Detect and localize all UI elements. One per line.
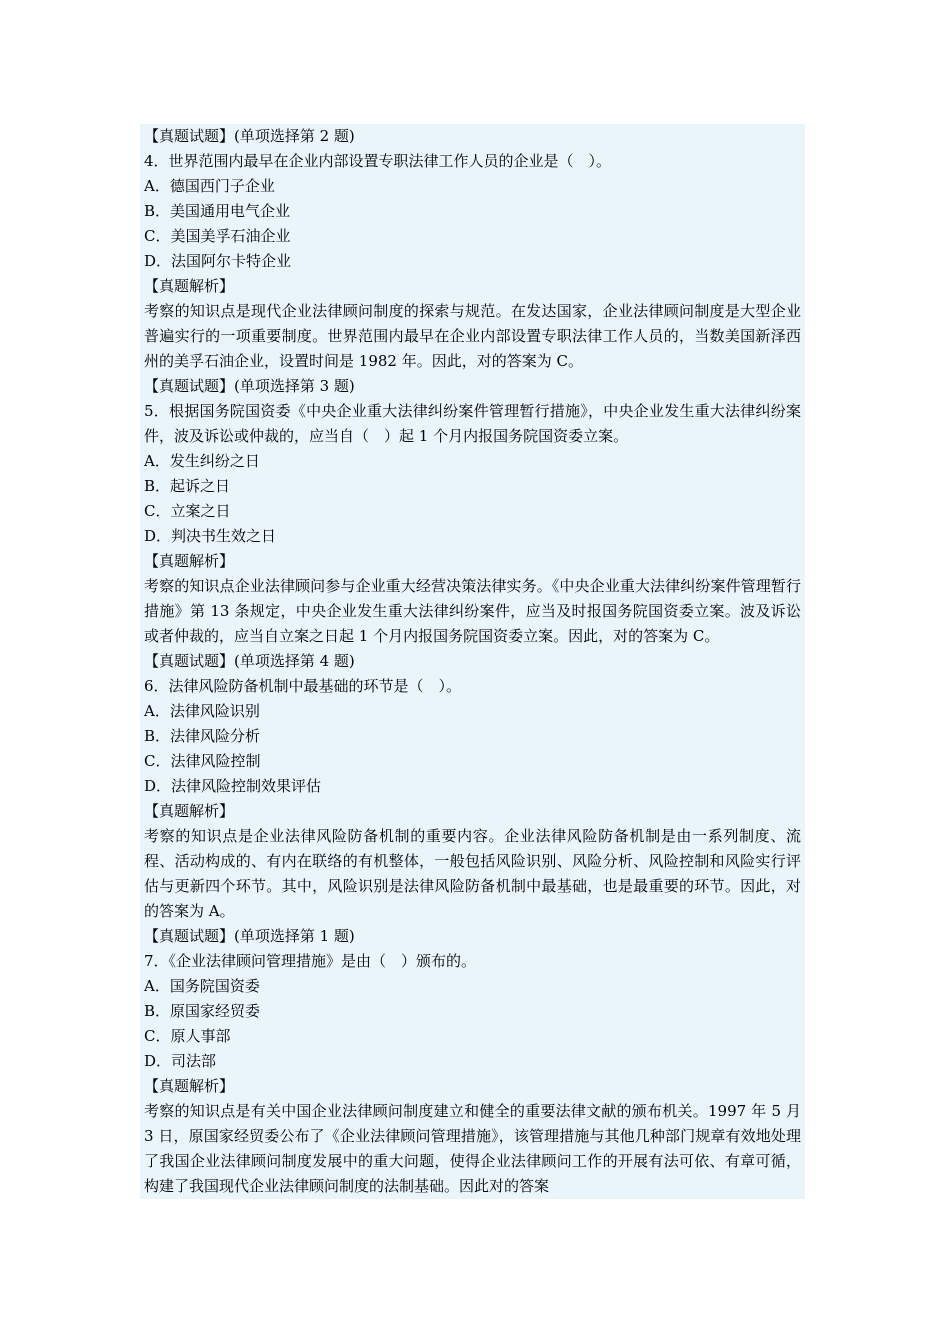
answer-option: D．法国阿尔卡特企业 — [144, 252, 292, 270]
answer-option: B．原国家经贸委 — [144, 1002, 261, 1020]
answer-option: A．德国西门子企业 — [144, 177, 275, 195]
section-header: 【真题解析】 — [144, 802, 235, 820]
answer-option: C．美国美孚石油企业 — [144, 227, 291, 245]
question-text: 4．世界范围内最早在企业内部设置专职法律工作人员的企业是（ ）。 — [144, 152, 612, 170]
section-header: 【真题解析】 — [144, 552, 235, 570]
answer-option: B．法律风险分析 — [144, 727, 261, 745]
explanation-paragraph: 考察的知识点是企业法律风险防备机制的重要内容。企业法律风险防备机制是由一系列制度、流程、活动构成的、有内在联络的有机整体，一般包括风险识别、风险分析、风险控制和风险实行评估与更新四个环节。其中，风险识别是法律风险防备机制中最基础，也是最重要的环节。因此，对的答案为 A。 — [144, 827, 801, 920]
answer-option: D．司法部 — [144, 1052, 217, 1070]
explanation-paragraph: 考察的知识点是有关中国企业法律顾问制度建立和健全的重要法律文献的颁布机关。1997 年 5 月 3 日，原国家经贸委公布了《企业法律顾问管理措施》，该管理措施与其他几种部门规章有效地处理了我国企业法律顾问制度发展中的重大问题，使得企业法律顾问工作的开展有法可依、有章可循，构建了我国现代企业法律顾问制度的法制基础。因此对的答案 — [144, 1102, 801, 1195]
answer-option: C．立案之日 — [144, 502, 231, 520]
answer-option: A．发生纠纷之日 — [144, 452, 260, 470]
explanation-paragraph: 考察的知识点是现代企业法律顾问制度的探索与规范。在发达国家，企业法律顾问制度是大型企业普遍实行的一项重要制度。世界范围内最早在企业内部设置专职法律工作人员的，当数美国新泽西州的美孚石油企业，设置时间是 1982 年。因此，对的答案为 C。 — [144, 302, 801, 370]
answer-option: D．法律风险控制效果评估 — [144, 777, 322, 795]
section-header: 【真题解析】 — [144, 1077, 235, 1095]
answer-option: A．法律风险识别 — [144, 702, 260, 720]
answer-option: C．原人事部 — [144, 1027, 231, 1045]
question-text: 6．法律风险防备机制中最基础的环节是（ ）。 — [144, 677, 462, 695]
answer-option: C．法律风险控制 — [144, 752, 261, 770]
section-header: 【真题解析】 — [144, 277, 235, 295]
question-text: 5．根据国务院国资委《中央企业重大法律纠纷案件管理暂行措施》，中央企业发生重大法律纠纷案件，波及诉讼或仲裁的，应当自（ ）起 1 个月内报国务院国资委立案。 — [144, 402, 801, 445]
section-header: 【真题试题】(单项选择第 3 题) — [144, 377, 355, 395]
explanation-paragraph: 考察的知识点企业法律顾问参与企业重大经营决策法律实务。《中央企业重大法律纠纷案件管理暂行措施》第 13 条规定，中央企业发生重大法律纠纷案件，应当及时报国务院国资委立案。波及诉讼或者仲裁的，应当自立案之日起 1 个月内报国务院国资委立案。因此，对的答案为 C。 — [144, 577, 801, 645]
answer-option: B．美国通用电气企业 — [144, 202, 291, 220]
answer-option: D．判决书生效之日 — [144, 527, 277, 545]
question-text: 7．《企业法律顾问管理措施》是由（ ）颁布的。 — [144, 952, 477, 970]
section-header: 【真题试题】(单项选择第 2 题) — [144, 127, 355, 145]
section-header: 【真题试题】(单项选择第 1 题) — [144, 927, 355, 945]
document-body — [140, 124, 805, 1199]
answer-option: B．起诉之日 — [144, 477, 231, 495]
section-header: 【真题试题】(单项选择第 4 题) — [144, 652, 355, 670]
answer-option: A．国务院国资委 — [144, 977, 260, 995]
